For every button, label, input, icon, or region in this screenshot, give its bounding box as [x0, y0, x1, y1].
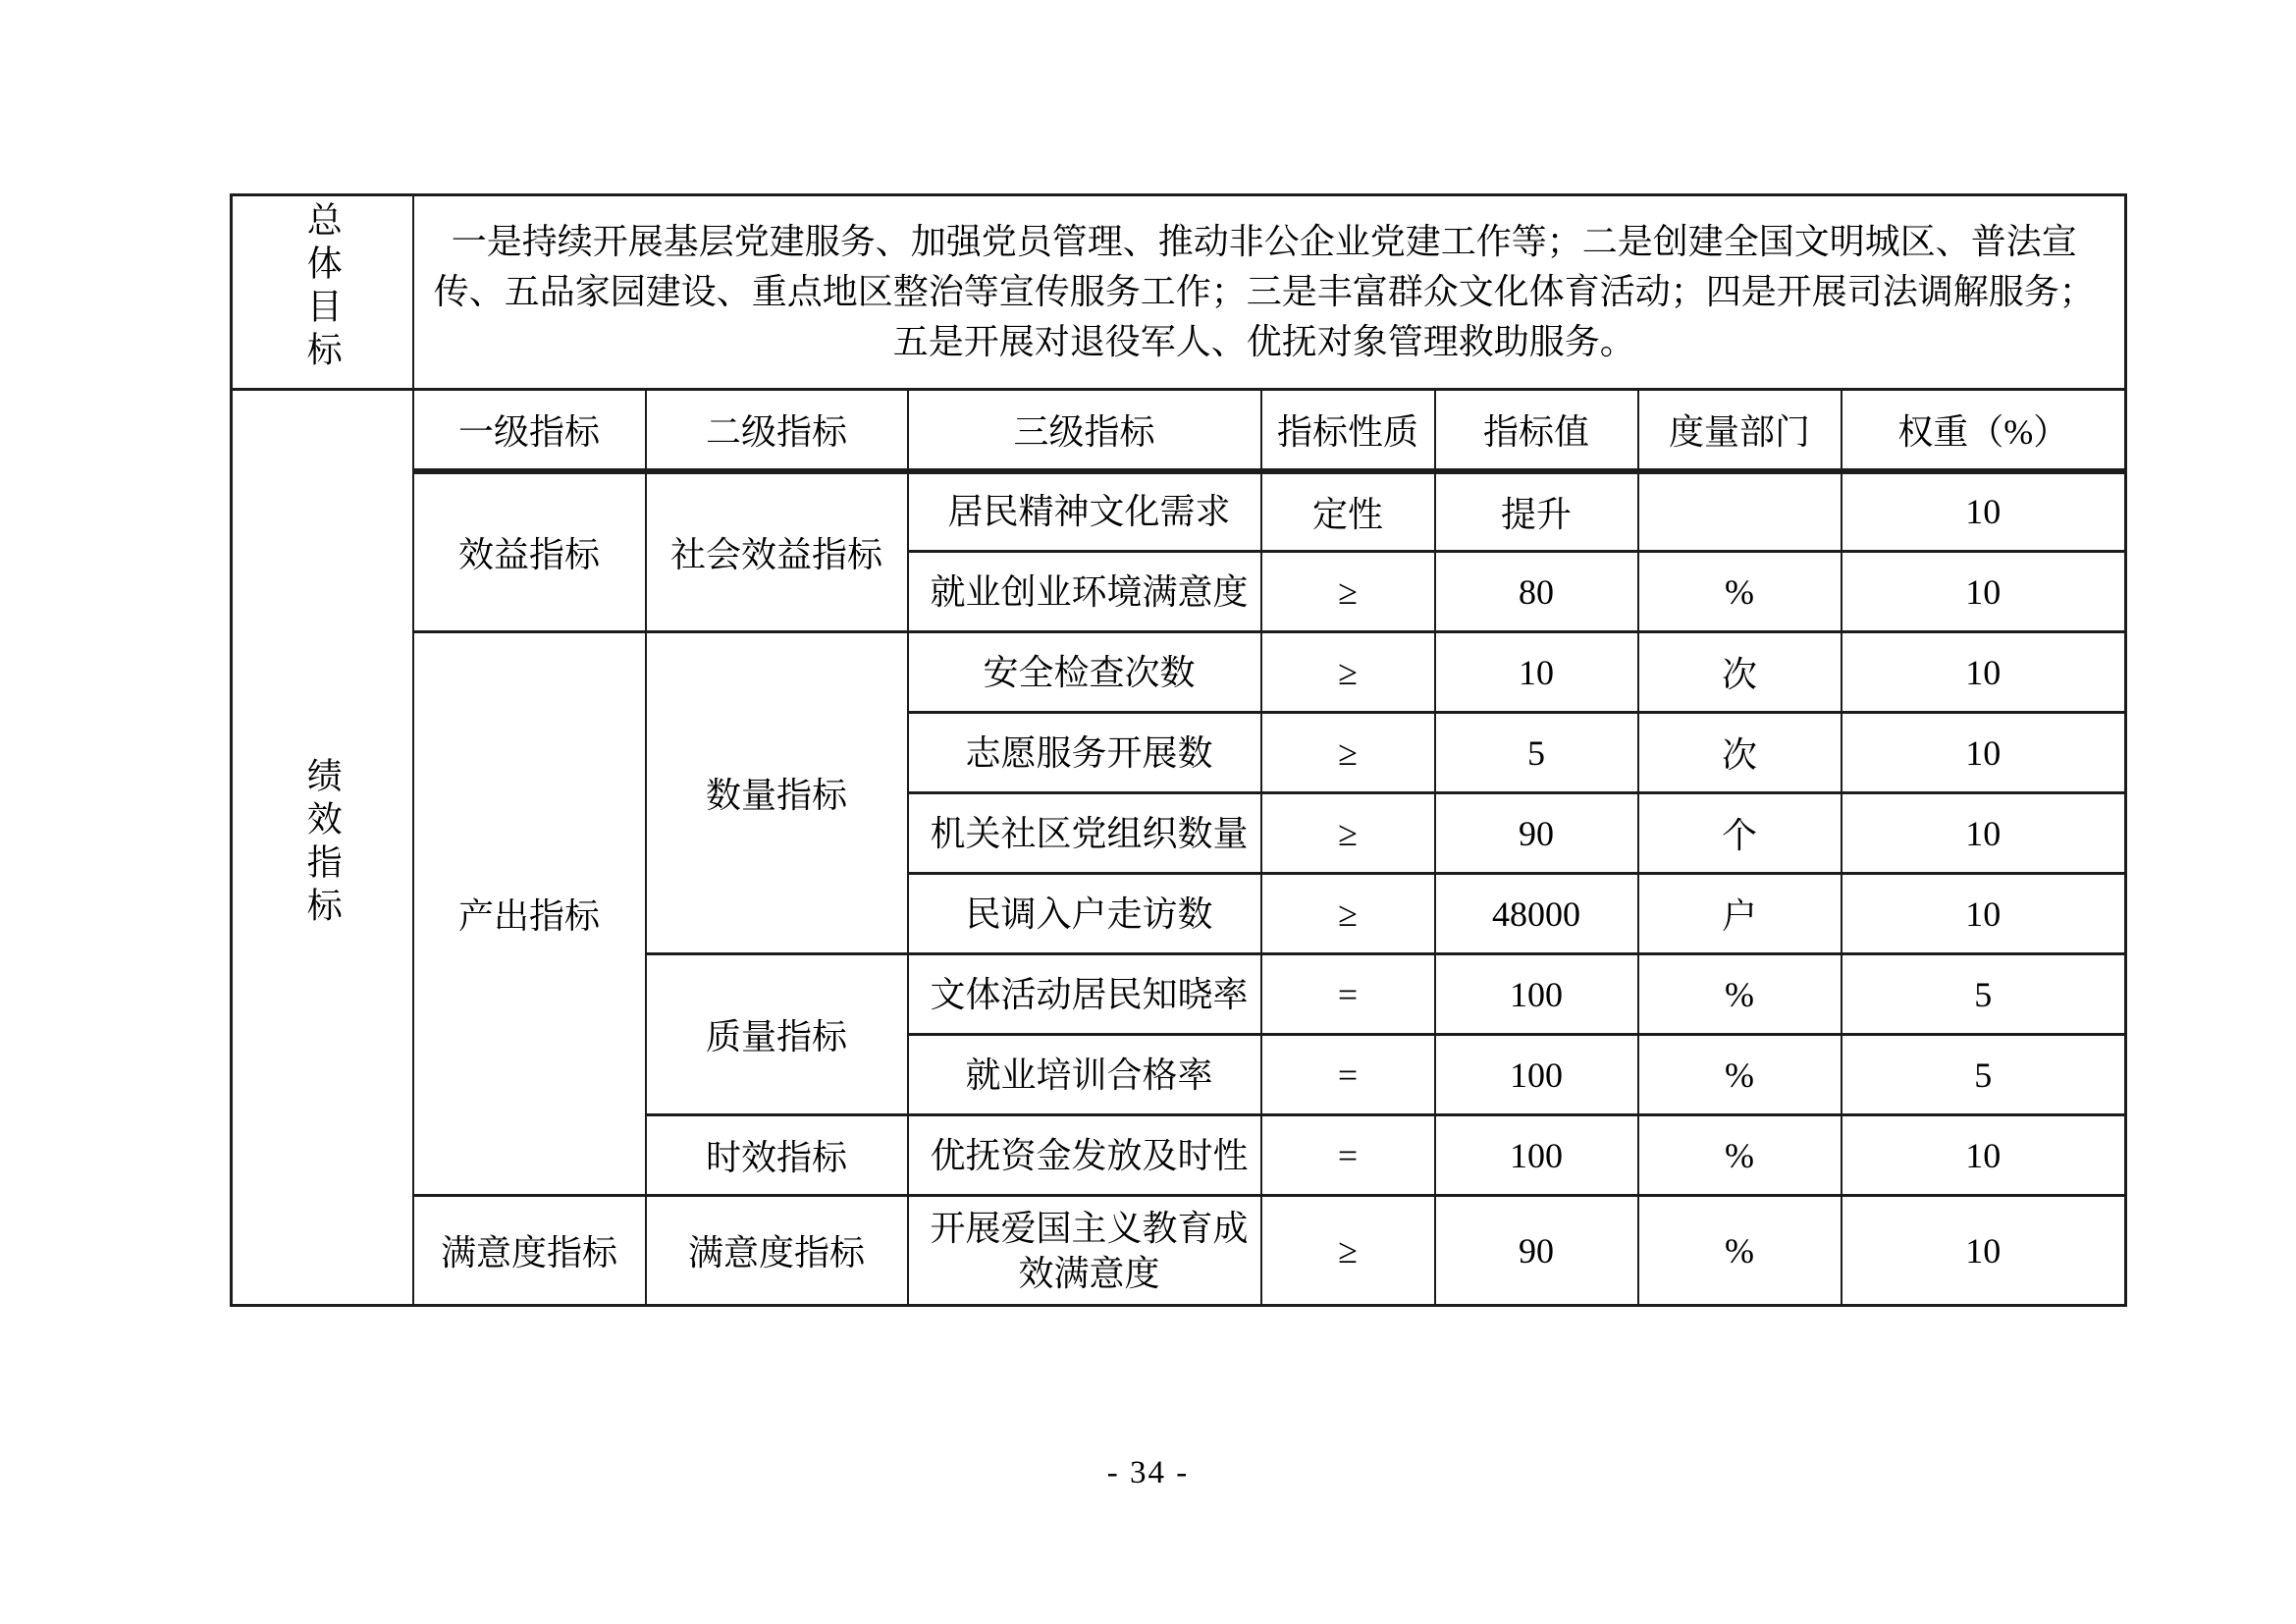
cell-indicator-nature: ≥	[1261, 552, 1435, 632]
col-header-level2: 二级指标	[646, 390, 908, 471]
cell-indicator-weight: 10	[1842, 1196, 2126, 1306]
overall-goal-header-cell	[232, 195, 413, 390]
cell-indicator-nature: ≥	[1261, 793, 1435, 874]
cell-indicator-weight: 5	[1842, 1035, 2126, 1115]
cell-indicator-weight: 10	[1842, 1115, 2126, 1196]
cell-indicator-nature: =	[1261, 1115, 1435, 1196]
cell-indicator-nature: =	[1261, 954, 1435, 1035]
cell-indicator-name: 优抚资金发放及时性	[908, 1115, 1261, 1196]
cell-indicator-weight: 5	[1842, 954, 2126, 1035]
cell-indicator-name: 安全检查次数	[908, 632, 1261, 713]
cell-indicator-weight: 10	[1842, 874, 2126, 954]
cell-indicator-value: 5	[1435, 713, 1638, 793]
cell-indicator-value: 80	[1435, 552, 1638, 632]
cell-indicator-value: 提升	[1435, 471, 1638, 552]
cell-indicator-unit: %	[1638, 552, 1842, 632]
cell-indicator-value: 48000	[1435, 874, 1638, 954]
cell-indicator-value: 90	[1435, 793, 1638, 874]
performance-label-cell	[232, 390, 413, 1306]
cell-indicator-nature: ≥	[1261, 874, 1435, 954]
cell-indicator-name: 就业创业环境满意度	[908, 552, 1261, 632]
cell-indicator-nature: ≥	[1261, 632, 1435, 713]
cell-level2-group: 满意度指标	[646, 1196, 908, 1306]
cell-indicator-unit	[1638, 471, 1842, 552]
cell-level2-group: 时效指标	[646, 1115, 908, 1196]
performance-indicator-table	[230, 193, 2127, 1307]
cell-indicator-name: 文体活动居民知晓率	[908, 954, 1261, 1035]
cell-level2-group: 数量指标	[646, 632, 908, 954]
cell-level2-group: 社会效益指标	[646, 471, 908, 632]
cell-level2-group: 质量指标	[646, 954, 908, 1115]
cell-indicator-name: 机关社区党组织数量	[908, 793, 1261, 874]
col-header-level3: 三级指标	[908, 390, 1261, 471]
col-header-value: 指标值	[1435, 390, 1638, 471]
cell-indicator-value: 100	[1435, 954, 1638, 1035]
col-header-unit: 度量部门	[1638, 390, 1842, 471]
cell-indicator-unit: %	[1638, 954, 1842, 1035]
cell-indicator-name: 志愿服务开展数	[908, 713, 1261, 793]
cell-indicator-nature: ≥	[1261, 1196, 1435, 1306]
overall-goal-label: 总体目标	[302, 201, 343, 374]
col-header-nature: 指标性质	[1261, 390, 1435, 471]
cell-indicator-unit: 次	[1638, 713, 1842, 793]
cell-level1-group: 产出指标	[413, 632, 646, 1196]
col-header-level1: 一级指标	[413, 390, 646, 471]
cell-level1-group: 效益指标	[413, 471, 646, 632]
page-number: - 34 -	[1106, 1455, 1190, 1490]
cell-indicator-value: 10	[1435, 632, 1638, 713]
cell-indicator-weight: 10	[1842, 793, 2126, 874]
cell-indicator-nature: 定性	[1261, 471, 1435, 552]
cell-indicator-nature: ≥	[1261, 713, 1435, 793]
cell-indicator-unit: 次	[1638, 632, 1842, 713]
cell-indicator-weight: 10	[1842, 632, 2126, 713]
performance-label: 绩效指标	[302, 756, 343, 930]
cell-indicator-weight: 10	[1842, 713, 2126, 793]
cell-indicator-name: 居民精神文化需求	[908, 471, 1261, 552]
cell-indicator-value: 100	[1435, 1115, 1638, 1196]
cell-indicator-unit: %	[1638, 1196, 1842, 1306]
cell-indicator-name: 就业培训合格率	[908, 1035, 1261, 1115]
overall-goal-text: 一是持续开展基层党建服务、加强党员管理、推动非公企业党建工作等；二是创建全国文明城区、普法宣传、五品家园建设、重点地区整治等宣传服务工作；三是丰富群众文化体育活动；四是开展司法调解服务；五是开展对退役军人、优抚对象管理救助服务。	[433, 222, 2095, 361]
col-header-weight: 权重（%）	[1842, 390, 2126, 471]
cell-indicator-name: 开展爱国主义教育成效满意度	[908, 1196, 1261, 1306]
cell-indicator-unit: 个	[1638, 793, 1842, 874]
cell-indicator-nature: =	[1261, 1035, 1435, 1115]
overall-goal-text-cell	[413, 195, 2126, 390]
cell-indicator-unit: 户	[1638, 874, 1842, 954]
cell-indicator-value: 90	[1435, 1196, 1638, 1306]
cell-indicator-unit: %	[1638, 1115, 1842, 1196]
cell-indicator-weight: 10	[1842, 471, 2126, 552]
cell-indicator-unit: %	[1638, 1035, 1842, 1115]
cell-level1-group: 满意度指标	[413, 1196, 646, 1306]
cell-indicator-value: 100	[1435, 1035, 1638, 1115]
cell-indicator-name: 民调入户走访数	[908, 874, 1261, 954]
cell-indicator-weight: 10	[1842, 552, 2126, 632]
